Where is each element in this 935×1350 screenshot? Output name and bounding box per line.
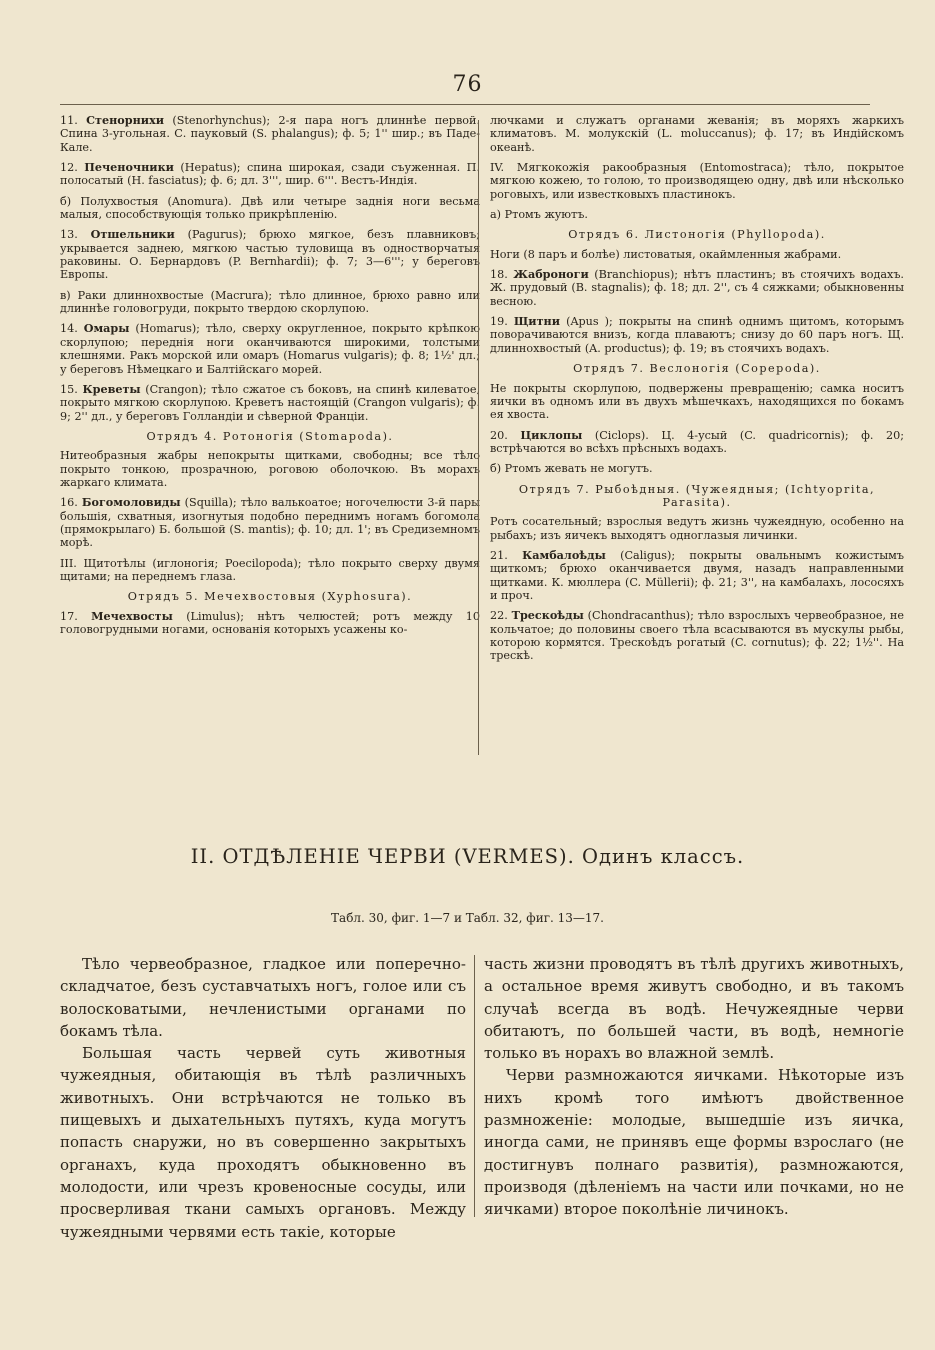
entry-number: 20.	[490, 428, 508, 442]
entry-number: 17.	[60, 609, 78, 623]
entry-name: Стенорнихи	[86, 113, 165, 127]
entry	[490, 429, 904, 456]
entry	[490, 208, 904, 221]
entry-name: Мечехвосты	[91, 608, 173, 623]
entry-number: а)	[490, 208, 502, 222]
entry	[60, 322, 480, 375]
entry-number: 12.	[60, 161, 78, 175]
entry	[490, 515, 904, 542]
entry-text: Раки длиннохвостые (Macrura); тѣло длинное, брюхо равно или длиннѣе головогруди, покрыто твердою скорлупою.	[60, 288, 480, 316]
column-divider	[478, 120, 479, 755]
entry-text: Не покрыты скорлупою, подвержены превращенію; самка носитъ яички въ одномъ или въ двухъ мѣшечкахъ, находящихся по бокамъ ея хвоста.	[490, 381, 904, 422]
header-rule	[60, 104, 870, 105]
entry-name: Креветы	[82, 381, 141, 396]
entry-name: Омары	[83, 321, 130, 336]
body-paragraph: Тѣло червеобразное, гладкое или поперечно-складчатое, безъ суставчатыхъ ногъ, голое или съ волосковатыми, нечленистыми органами по бокамъ тѣла.	[60, 955, 466, 1040]
order-heading-text: Отрядъ 6. Листоногія (Phyllopoda).	[568, 228, 826, 242]
order-heading-text: Отрядъ 7. Рыбоѣдныя. (Чужеядныя; (Ichtyoprita, Parasita).	[518, 482, 876, 509]
section-title: II. ОТДѢЛЕНІЕ ЧЕРВИ (VERMES). Одинъ классъ.	[190, 845, 745, 868]
entry-name: Богомоловиды	[81, 495, 181, 510]
entry-name: Циклопы	[520, 427, 583, 442]
entry	[60, 114, 480, 154]
entry	[490, 248, 904, 261]
entry-name: Щитни	[513, 314, 561, 329]
entry-number: 15.	[60, 382, 78, 396]
entry-number: 14.	[60, 322, 78, 336]
entry-text: лючками и служатъ органами жеванія; въ моряхъ жаркихъ климатовъ. М. молукскій (L. moluccanus); ф. 17; въ Индійскомъ океанѣ.	[490, 114, 904, 154]
entry	[490, 549, 904, 602]
entry	[60, 195, 480, 222]
entry-number: 19.	[490, 315, 508, 329]
order-heading	[60, 590, 480, 603]
order-heading	[490, 362, 904, 375]
entry	[60, 383, 480, 423]
entry	[490, 161, 904, 201]
order-heading-text: Отрядъ 5. Мечехвостовыя (Xyphosura).	[127, 590, 413, 604]
body-paragraph: Черви размножаются яичками. Нѣкоторые изъ нихъ кромѣ того имѣютъ двойственное размноженіе: молодые, вышедшіе изъ яичка, иногда сами, не принявъ еще формы взрослаго (не достигнувъ полнаго развитія), размножаются, производя (дѣленіемъ на части или почками, но не яичками) второе поколѣніе личинокъ.	[484, 1066, 904, 1219]
entry-text: (Squilla); тѣло валькоатое; ногочелюсти 3-й пары большія, схватныя, изогнутыя подобно переднимъ ногамъ богомола (прямокрылаго) Б. большой (S. mantis); ф. 10; дл. 1'; въ Средиземномъ морѣ.	[60, 496, 480, 550]
entry-text: (Homarus); тѣло, сверху округленное, покрыто крѣпкою скорлупою; переднія ноги оканчиваются широкими, толстыми клешнями. Ракъ морской или омаръ (Homarus vulgaris); ф. 8; 1½' дл.; у береговъ Нѣмецкаго и Балтійскаго морей.	[60, 322, 480, 376]
entry	[490, 609, 904, 662]
entry-name: Камбалоѣды	[522, 547, 606, 562]
section-tables-reference: Табл. 30, фиг. 1—7 и Табл. 32, фиг. 13—17.	[331, 911, 604, 925]
entry	[60, 496, 480, 549]
entry-text: (Caligus); покрыты овальнымъ кожистымъ щиткомъ; брюхо оканчивается двумя, назадъ направленными щитками. К. мюллера (C. Müllerii); ф. 21; 3'', на камбалахъ, лососяхъ и проч.	[490, 548, 904, 602]
body-paragraph: Большая часть червей суть животныя чужеядныя, обитающія въ тѣлѣ различныхъ животныхъ. Они встрѣчаются не только въ пищевыхъ и дыхательныхъ путяхъ, куда могутъ попасть снаружи, но въ совершенно закрытыхъ органахъ, куда проходятъ обыкновенно въ молодости, или чрезъ кровеносные сосуды, или просверливая ткани самыхъ органовъ. Между чужеядными червями есть такіе, которые	[60, 1044, 466, 1241]
entry-text: (Apus ); покрыты на спинѣ однимъ щитомъ, которымъ поворачиваются внизъ, когда плаваютъ; снизу до 60 паръ ногъ. Щ. длиннохвостый (A. productus); ф. 19; въ стоячихъ водахъ.	[490, 315, 904, 355]
order-heading-text: Отрядъ 7. Веслоногія (Copepoda).	[573, 362, 821, 376]
entry-text: (Stenorhynchus); 2-я пара ногъ длиннѣе первой. Спина 3-угольная. С. пауковый (S. phalangus); ф. 5; 1'' шир.; въ Паде-Кале.	[60, 114, 480, 154]
entry-number: в)	[60, 288, 71, 302]
entry	[60, 289, 480, 316]
body-left-column	[60, 953, 466, 1243]
entry	[490, 114, 904, 154]
entry-number: 18.	[490, 268, 508, 282]
entry	[490, 268, 904, 308]
order-heading	[60, 430, 480, 443]
entry	[60, 610, 480, 637]
entry	[60, 449, 480, 489]
body-right-column	[484, 953, 904, 1221]
entry-text: (Branchiopus); нѣтъ пластинъ; въ стоячихъ водахъ. Ж. прудовый (B. stagnalis); ф. 18; дл. 2'', съ 4 сяжками; обыкновенны весною.	[490, 268, 904, 308]
entry	[490, 462, 904, 475]
entry-name: Жаброноги	[513, 267, 589, 282]
body-paragraph: часть жизни проводятъ въ тѣлѣ другихъ животныхъ, а остальное время живутъ свободно, и въ такомъ случаѣ всегда въ водѣ. Нечужеядные черви обитаютъ, по большей части, въ водѣ, немногіе только въ норахъ во влажной землѣ.	[484, 955, 904, 1063]
entry-text: (Limulus); нѣтъ челюстей; ротъ между 10 головогрудными ногами, основанія которыхъ усажены ко-	[60, 609, 480, 636]
entry	[60, 557, 480, 584]
entry-text: (Chondracanthus); тѣло взрослыхъ червеобразное, не кольчатое; до половины своего тѣла всасываются въ мускулы рыбы, которою кормятся. Трескоѣдъ рогатый (C. cornutus); ф. 22; 1½''. На трескѣ.	[490, 609, 904, 663]
entry-number: IV.	[490, 161, 505, 175]
entry-number: 11.	[60, 114, 78, 127]
entry-text: (Ciclops). Ц. 4-усый (C. quadricornis); ф. 20; встрѣчаются во всѣхъ прѣсныхъ водахъ.	[490, 428, 905, 455]
entry	[490, 315, 904, 355]
entry-number: 21.	[490, 548, 508, 562]
entry-text: Ртомъ жевать не могутъ.	[504, 462, 653, 476]
entry-text: Ротъ сосательный; взрослыя ведутъ жизнь чужеядную, особенно на рыбахъ; изъ яичекъ выходятъ одноглазыя личинки.	[490, 515, 904, 542]
entry-number: 13.	[60, 228, 78, 242]
entry-number: 16.	[60, 496, 78, 510]
entry	[490, 382, 904, 422]
entry-text: (Pagurus); брюхо мягкое, безъ плавниковъ; укрывается заднею, мягкою частью туловища въ одностворчатыя раковины. О. Бернардовъ (P. Bernhardii); ф. 7; 3—6'''; у береговъ Европы.	[60, 228, 480, 282]
entry-text: Ртомъ жуютъ.	[504, 208, 588, 222]
order-heading	[490, 483, 904, 510]
entry-name: Печеночники	[84, 160, 174, 175]
entry-text: Ноги (8 паръ и болѣе) листоватыя, окаймленныя жабрами.	[490, 247, 842, 261]
entry-name: Отшельники	[90, 227, 175, 242]
entry-number: б)	[60, 194, 72, 208]
entry-text: (Crangon); тѣло сжатое съ боковъ, на спинѣ килеватое, покрыто мягкою скорлупою. Креветъ настоящій (Crangon vulgaris); ф. 9; 2'' дл., у береговъ Голландіи и сѣверной Франціи.	[60, 382, 480, 423]
entry-text: (Hepatus); спина широкая, сзади съуженная. П. полосатый (H. fasciatus); ф. 6; дл. 3''', шир. 6'''. Вестъ-Индія.	[60, 161, 480, 188]
entry-name: Трескоѣды	[511, 608, 584, 623]
entry	[60, 161, 480, 188]
entry-text: Щитотѣлы (иглоногія; Poecilopoda); тѣло покрыто сверху двумя щитами; на переднемъ глаза.	[60, 556, 480, 583]
entry-text: Нитеобразныя жабры непокрыты щитками, свободны; все тѣло покрыто тонкою, прозрачною, роговою оболочкою. Въ морахъ жаркаго климата.	[60, 449, 480, 489]
order-heading	[490, 228, 904, 241]
entry-number: б)	[490, 462, 502, 476]
entry-text: Полухвостыя (Anomura). Двѣ или четыре заднія ноги весьма малыя, способствующія только прикрѣпленію.	[60, 194, 480, 222]
right-column	[490, 114, 904, 670]
entry-number: 22.	[490, 609, 508, 623]
left-column	[60, 114, 480, 643]
entry-number: III.	[60, 556, 77, 570]
body-column-divider	[474, 955, 475, 1217]
entry-text: Мягкокожія ракообразныя (Entomostraca); тѣло, покрытое мягкою кожею, то голою, то производящею одну, двѣ или нѣсколько роговыхъ, или известковыхъ пластинокъ.	[490, 161, 904, 201]
page-number: 76	[452, 72, 483, 97]
order-heading-text: Отрядъ 4. Ротоногія (Stomapoda).	[146, 429, 394, 443]
entry	[60, 228, 480, 281]
